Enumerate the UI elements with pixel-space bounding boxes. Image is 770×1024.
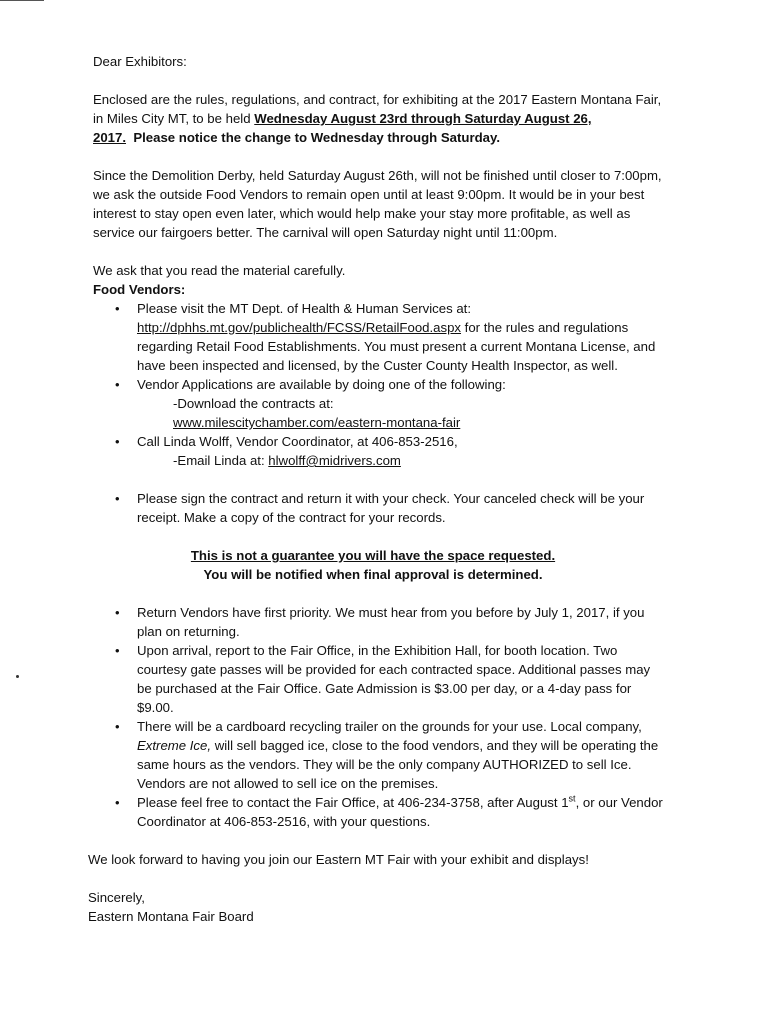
visit-suffix: for the rules and regulations regarding Retail Food Establishments. You must present a current Montana License, and have been inspected and licensed, by the Custer County Health Inspector, as well. — [137, 320, 656, 373]
greeting: Dear Exhibitors: — [93, 54, 187, 69]
recycling-suffix: will sell bagged ice, close to the food vendors, and they will be operating the same hours as the vendors. They will be the only company AUTHORIZED to sell Ice. Vendors are not allowed to sell ice on the premises. — [137, 738, 659, 791]
list-item — [93, 432, 663, 470]
list-item — [93, 603, 663, 641]
bullet-icon: • — [115, 491, 120, 506]
return-vendors-text: Return Vendors have first priority. We must hear from you before by July 1, 2017, if you plan on returning. — [137, 605, 645, 639]
food-vendors-heading: Food Vendors: — [93, 282, 186, 297]
bullet-icon: • — [115, 301, 120, 316]
bullet-icon: • — [115, 605, 120, 620]
schedule-notice: Please notice the change to Wednesday through Saturday. — [133, 130, 500, 145]
chamber-link[interactable]: www.milescitychamber.com/eastern-montana-fair — [173, 415, 461, 430]
signature: Eastern Montana Fair Board — [88, 909, 254, 924]
email-label: -Email Linda at: — [173, 453, 269, 468]
contact-superscript: st — [568, 793, 576, 804]
intro-text: Enclosed are the rules, regulations, and contract, for exhibiting at the 2017 Eastern Montana Fair, in Miles City MT, to be held — [93, 92, 662, 126]
call-linda-text: Call Linda Wolff, Vendor Coordinator, at 406-853-2516, — [137, 434, 458, 449]
contact-text: Please feel free to contact the Fair Office, at 406-234-3758, after August 1 — [137, 795, 569, 810]
bullet-icon: • — [115, 719, 120, 734]
list-item — [93, 489, 663, 527]
general-info-list — [93, 603, 663, 831]
download-label: -Download the contracts at: — [173, 396, 334, 411]
bullet-icon: • — [115, 795, 120, 810]
ice-company-name: Extreme Ice, — [137, 738, 212, 753]
list-item — [93, 299, 663, 375]
applications-text: Vendor Applications are available by doing one of the following: — [137, 377, 506, 392]
email-link[interactable]: hlwolff@midrivers.com — [268, 453, 401, 468]
recycling-text: There will be a cardboard recycling trailer on the grounds for your use. Local company, — [137, 719, 642, 734]
fair-dates: Wednesday August 23rd through Saturday August 26, 2017. — [93, 111, 592, 145]
read-carefully-line: We ask that you read the material carefully. — [93, 263, 346, 278]
intro-paragraph — [93, 90, 663, 147]
list-item — [93, 375, 663, 432]
arrival-text: Upon arrival, report to the Fair Office, in the Exhibition Hall, for booth location. Two courtesy gate passes will be provided for each contracted space. Additional passes may be purchased at the Fair Office. Gate Admission is $3.00 per day, or a 4-day pass for $9.00. — [137, 643, 651, 715]
list-spacer — [93, 470, 663, 489]
sign-off: Sincerely, — [88, 890, 145, 905]
list-item — [93, 793, 663, 831]
notified-line: You will be notified when final approval is determined. — [203, 567, 543, 582]
derby-paragraph: Since the Demolition Derby, held Saturday August 26th, will not be finished until closer to 7:00pm, we ask the outside Food Vendors to remain open until at least 9:00pm. It would be in your best interest to stay open even later, which would help make your stay more profitable, as well as service our fairgoers better. The carnival will open Saturday night until 11:00pm. — [93, 168, 662, 240]
list-item — [93, 717, 663, 793]
guarantee-line: This is not a guarantee you will have the space requested. — [190, 548, 556, 563]
scan-artifact-line — [0, 0, 44, 1]
food-vendor-list — [93, 299, 663, 527]
visit-text: Please visit the MT Dept. of Health & Human Services at: — [137, 301, 471, 316]
contact-suffix: , or our Vendor Coordinator at 406-853-2516, with your questions. — [137, 795, 663, 829]
bullet-icon: • — [115, 377, 120, 392]
look-forward-line: We look forward to having you join our Eastern MT Fair with your exhibit and displays! — [88, 852, 589, 867]
scan-artifact-dot — [16, 675, 19, 678]
bullet-icon: • — [115, 434, 120, 449]
dphhs-link[interactable]: http://dphhs.mt.gov/publichealth/FCSS/RetailFood.aspx — [137, 320, 462, 335]
letter-body — [88, 52, 663, 926]
sign-contract-text: Please sign the contract and return it with your check. Your canceled check will be your receipt. Make a copy of the contract for your records. — [137, 491, 645, 525]
list-item — [93, 641, 663, 717]
bullet-icon: • — [115, 643, 120, 658]
